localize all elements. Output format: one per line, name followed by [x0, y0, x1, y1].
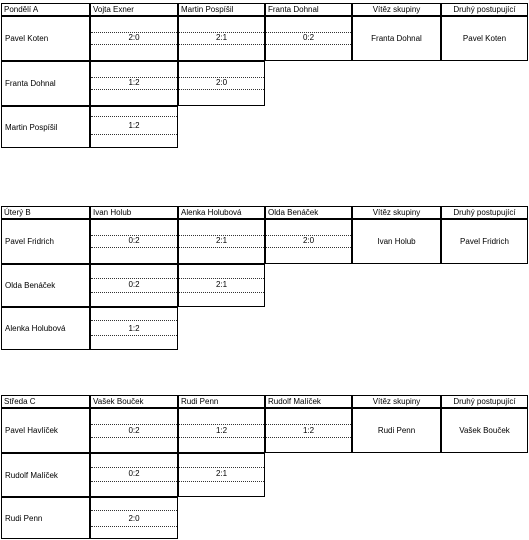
score-cell	[90, 106, 178, 148]
score: 2:0	[302, 236, 315, 245]
col-header: Rudolf Malíček	[265, 395, 352, 408]
score: 2:1	[215, 280, 228, 289]
score: 1:2	[128, 324, 140, 333]
score-cell	[90, 453, 178, 497]
player-name: Rudi Penn	[1, 497, 90, 539]
score-cell	[90, 219, 178, 264]
score-cell	[90, 497, 178, 539]
col-header: Olda Benáček	[265, 206, 352, 219]
col-header: Vašek Bouček	[90, 395, 178, 408]
score: 2:0	[215, 78, 228, 87]
score-cell	[265, 408, 352, 453]
player-name: Pavel Fridrich	[1, 219, 90, 264]
score: 0:2	[128, 426, 140, 435]
col-header: Ivan Holub	[90, 206, 178, 219]
player-name: Martin Pospíšil	[1, 106, 90, 148]
col-header: Rudi Penn	[178, 395, 265, 408]
score-cell	[90, 16, 178, 61]
score: 1:2	[128, 78, 140, 87]
player-name: Olda Benáček	[1, 264, 90, 307]
score-cell	[265, 16, 352, 61]
winner-cell: Rudi Penn	[352, 408, 441, 453]
second-cell: Pavel Koten	[441, 16, 528, 61]
player-name: Alenka Holubová	[1, 307, 90, 350]
score: 0:2	[128, 280, 140, 289]
player-name: Franta Dohnal	[1, 61, 90, 106]
second-header: Druhý postupující	[441, 206, 528, 219]
player-name: Pavel Koten	[1, 16, 90, 61]
score-cell	[178, 16, 265, 61]
score-cell	[90, 408, 178, 453]
group-label: Pondělí A	[1, 3, 90, 16]
score: 0:2	[302, 33, 315, 42]
score: 0:2	[128, 236, 140, 245]
score-cell	[178, 408, 265, 453]
col-header: Vojta Exner	[90, 3, 178, 16]
winner-cell: Ivan Holub	[352, 219, 441, 264]
score-cell	[178, 264, 265, 307]
col-header: Martin Pospíšil	[178, 3, 265, 16]
winner-cell: Franta Dohnal	[352, 16, 441, 61]
winner-header: Vítěz skupiny	[352, 395, 441, 408]
score-cell	[178, 61, 265, 106]
score-cell	[265, 219, 352, 264]
winner-header: Vítěz skupiny	[352, 206, 441, 219]
score-cell	[178, 453, 265, 497]
score: 2:0	[128, 33, 140, 42]
group-label: Úterý B	[1, 206, 90, 219]
score: 1:2	[128, 121, 140, 130]
score-cell	[90, 61, 178, 106]
second-cell: Pavel Fridrich	[441, 219, 528, 264]
group-label: Středa C	[1, 395, 90, 408]
col-header: Alenka Holubová	[178, 206, 265, 219]
score: 0:2	[128, 469, 140, 478]
score: 2:1	[215, 33, 228, 42]
second-cell: Vašek Bouček	[441, 408, 528, 453]
player-name: Pavel Havlíček	[1, 408, 90, 453]
score: 1:2	[302, 426, 315, 435]
score: 2:0	[128, 514, 140, 523]
col-header: Franta Dohnal	[265, 3, 352, 16]
second-header: Druhý postupující	[441, 395, 528, 408]
player-name: Rudolf Malíček	[1, 453, 90, 497]
score-cell	[178, 219, 265, 264]
second-header: Druhý postupující	[441, 3, 528, 16]
score-cell	[90, 264, 178, 307]
score-cell	[90, 307, 178, 350]
score: 1:2	[215, 426, 228, 435]
score: 2:1	[215, 236, 228, 245]
winner-header: Vítěz skupiny	[352, 3, 441, 16]
score: 2:1	[215, 469, 228, 478]
